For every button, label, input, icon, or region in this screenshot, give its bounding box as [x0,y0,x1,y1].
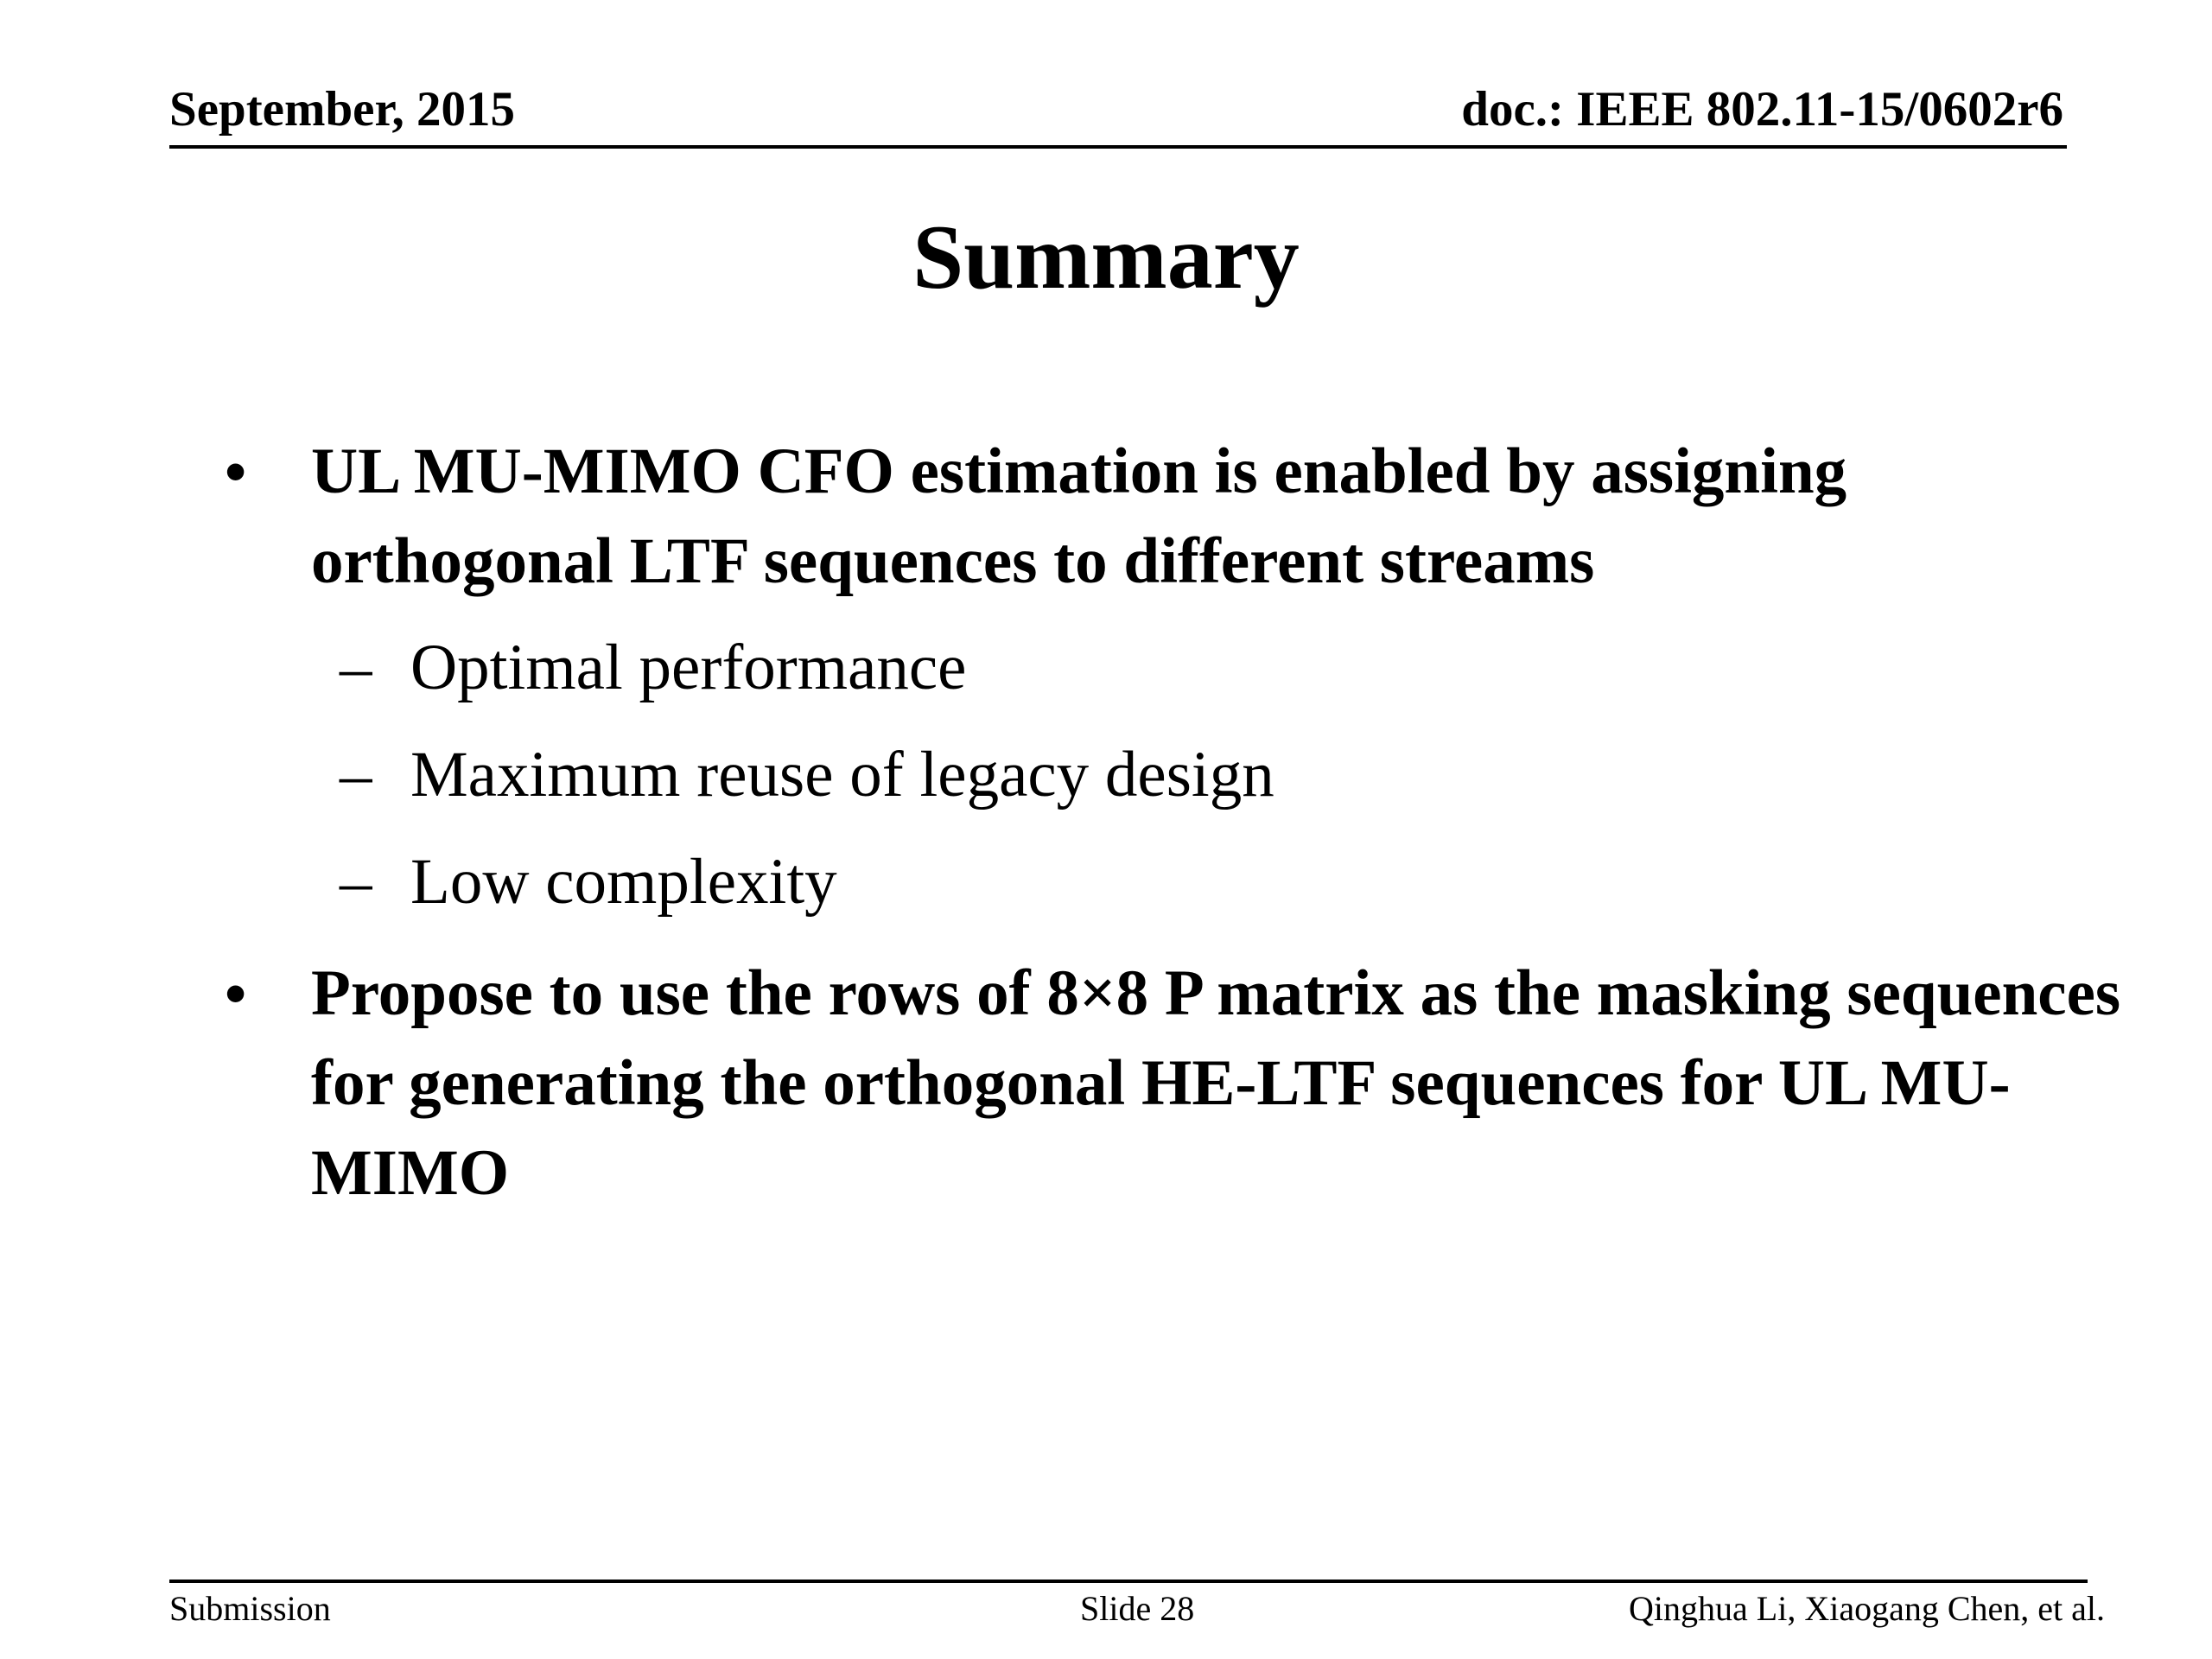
footer-submission: Submission [169,1589,331,1628]
dash-icon: – [340,846,372,918]
footer-authors: Qinghua Li, Xiaogang Chen, et al. [1629,1589,2105,1628]
footer-divider [169,1580,2088,1583]
sub-bullet-text: Maximum reuse of legacy design [410,739,1274,810]
footer-slide-number: Slide 28 [1080,1589,1195,1628]
bullet-text: UL MU-MIMO CFO estimation is enabled by assigning orthogonal LTF sequences to different streams [311,435,1847,597]
dash-icon: – [340,632,372,703]
header-date: September, 2015 [169,82,516,137]
bullet-dot-icon: • [225,437,247,506]
slide-title: Summary [912,207,1300,308]
bullet-dot-icon: • [225,959,247,1028]
bullet-text: Propose to use the rows of 8×8 P matrix as the masking sequences for generating the orthogonal HE-LTF sequences for UL MU-MIMO [311,957,2121,1209]
dash-icon: – [340,739,372,810]
sub-bullet-text: Low complexity [410,846,837,918]
header-doc-id: doc.: IEEE 802.11-15/0602r6 [1461,82,2063,137]
sub-bullet-text: Optimal performance [410,632,967,703]
